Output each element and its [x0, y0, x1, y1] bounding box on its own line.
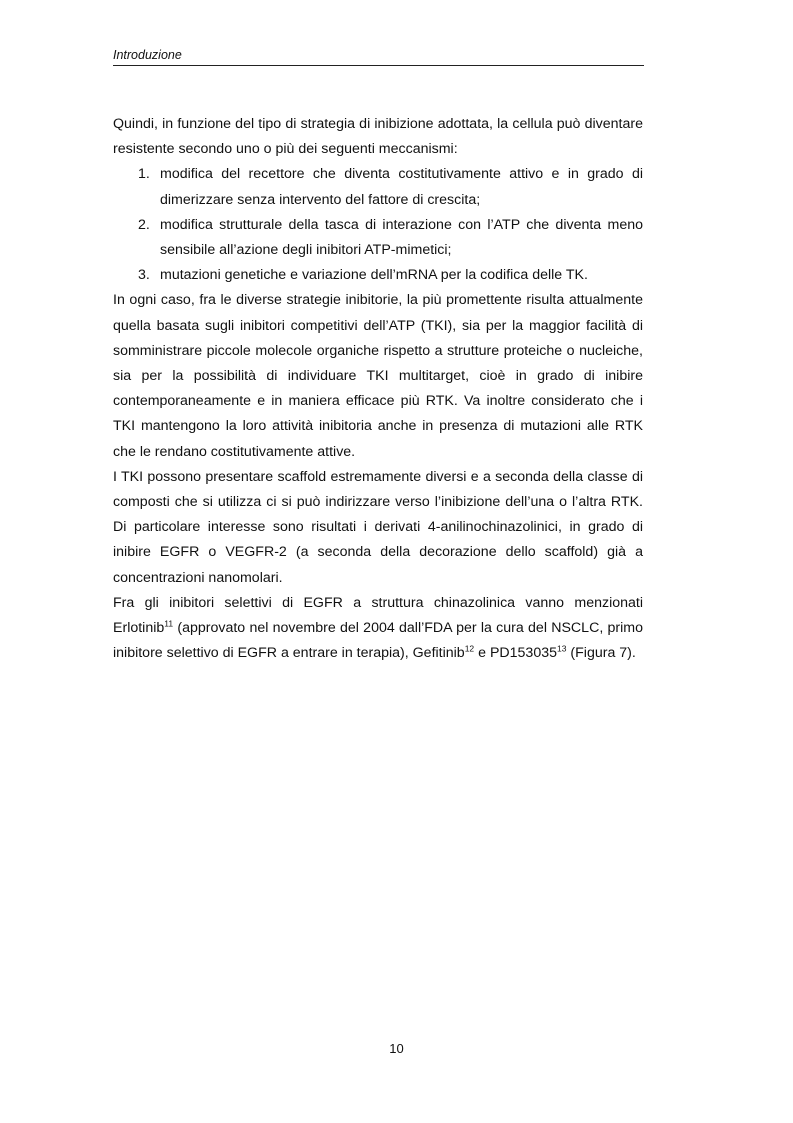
- tki-scaffold-paragraph: I TKI possono presentare scaffold estremamente diversi e a seconda della classe di composti che si utilizza ci si può indirizzare verso l’inibizione dell’una o l’altra RTK. Di particolare interesse sono risultati i derivati 4-anilinochinazolinici, in grado di inibire EGFR o VEGFR-2 (a seconda della decorazione dello scaffold) già a concentrazioni nanomolari.: [113, 468, 643, 586]
- page-number: 10: [389, 1041, 404, 1056]
- running-header: [113, 47, 644, 66]
- intro-paragraph: Quindi, in funzione del tipo di strategia di inibizione adottata, la cellula può diventare resistente secondo uno o più dei seguenti meccanismi:: [113, 116, 643, 158]
- list-item: [113, 263, 643, 288]
- list-item-number: 1.: [138, 166, 150, 183]
- list-item: [113, 213, 643, 263]
- paragraph-text: e PD153035: [474, 645, 557, 662]
- paragraph-text: (Figura 7).: [566, 645, 636, 662]
- paragraph-text: Fra gli inibitori selettivi di EGFR a struttura chinazolinica vanno menzionati Erlotinib: [113, 594, 643, 637]
- mechanism-list: [113, 162, 643, 288]
- list-item-number: 3.: [138, 267, 150, 284]
- citation-reference: 13: [557, 643, 567, 654]
- list-item: [113, 162, 643, 212]
- citation-reference: 12: [464, 643, 475, 654]
- list-item-number: 2.: [138, 216, 150, 233]
- list-item-text: modifica strutturale della tasca di interazione con l’ATP che diventa meno sensibile all’azione degli inibitori ATP-mimetici;: [160, 216, 643, 259]
- list-item-text: mutazioni genetiche e variazione dell’mRNA per la codifica delle TK.: [160, 267, 588, 284]
- citation-reference: 11: [164, 618, 174, 629]
- paragraph-text: (approvato nel novembre del 2004 dall’FDA per la cura del NSCLC, primo inibitore selettivo di EGFR a entrare in terapia), Gefitinib: [113, 620, 643, 662]
- egfr-inhibitors-paragraph: [113, 591, 643, 667]
- list-item-text: modifica del recettore che diventa costitutivamente attivo e in grado di dimerizzare senza intervento del fattore di crescita;: [160, 166, 643, 208]
- page-body: [113, 112, 643, 666]
- tki-strategy-paragraph: In ogni caso, fra le diverse strategie inibitorie, la più promettente risulta attualmente quella basata sugli inibitori competitivi dell’ATP (TKI), sia per la maggior facilità di somministrare piccole molecole organiche rispetto a strutture proteiche o nucleiche, sia per la possibilità di individuare TKI multitarget, cioè in grado di inibire contemporaneamente e in maniera efficace più RTK. Va inoltre considerato che i TKI mantengono la loro attività inibitoria anche in presenza di mutazioni alle RTK che le rendano costitutivamente attive.: [113, 292, 643, 460]
- header-title: Introduzione: [113, 48, 182, 62]
